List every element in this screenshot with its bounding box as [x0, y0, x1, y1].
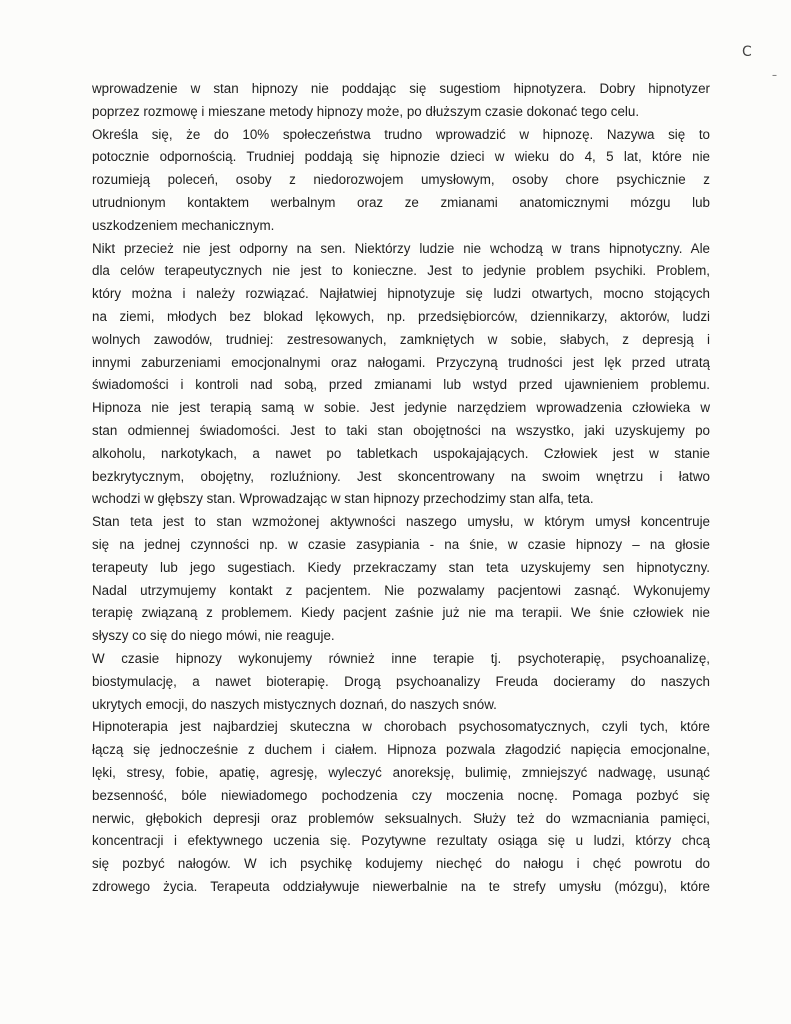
text-line: stan odmiennej świadomości. Jest to taki stan obojętności na wszystko, jaki uzyskujemy po — [92, 422, 710, 438]
text-line: łączą się jednocześnie z duchem i ciałem. Hipnoza pozwala złagodzić napięcia emocjonalne, — [92, 742, 710, 758]
text-line: W czasie hipnozy wykonujemy również inne terapie tj. psychoterapię, psychoanalizę, — [92, 650, 710, 666]
text-line: potocznie odpornością. Trudniej poddają się hipnozie dzieci w wieku do 4, 5 lat, które nie — [92, 149, 710, 165]
text-line: Określa się, że do 10% społeczeństwa trudno wprowadzić w hipnozę. Nazywa się to — [92, 126, 710, 142]
text-line: Hipnoza nie jest terapią samą w sobie. Jest jedynie narzędziem wprowadzenia człowieka w — [92, 400, 710, 416]
text-line: Stan teta jest to stan wzmożonej aktywności naszego umysłu, w którym umysł koncentruje — [92, 514, 710, 530]
corner-pen-mark-small: – — [772, 70, 777, 81]
text-line: wprowadzenie w stan hipnozy nie poddając się sugestiom hipnotyzera. Dobry hipnotyzer — [92, 81, 710, 96]
text-line: słyszy co się do niego mówi, nie reaguje. — [92, 628, 335, 644]
text-line: koncentracji i efektywnego uczenia się. Pozytywne rezultaty osiąga się u ludzi, którzy chcą — [92, 833, 710, 849]
text-line: Nadal utrzymujemy kontakt z pacjentem. Nie pozwalamy pacjentowi zasnąć. Wykonujemy — [92, 582, 710, 598]
text-line: terapię związaną z problemem. Kiedy pacjent zaśnie już nie ma terapii. We śnie człowiek nie — [92, 605, 710, 621]
text-line: świadomości i kontroli nad sobą, przed zmianami lub wstyd przed ujawnieniem problemu. — [92, 377, 710, 393]
text-line: się pozbyć nałogów. W ich psychikę kodujemy niechęć do nałogu i chęć powrotu do — [92, 856, 710, 872]
text-line: ukrytych emocji, do naszych mistycznych doznań, do naszych snów. — [92, 696, 497, 712]
text-line: uszkodzeniem mechanicznym. — [92, 217, 275, 233]
text-line: poprzez rozmowę i mieszane metody hipnozy może, po dłuższym czasie dokonać tego celu. — [92, 103, 640, 119]
text-line: dla celów terapeutycznych nie jest to konieczne. Jest to jedynie problem psychiki. Problem, — [92, 263, 710, 279]
document-body-text — [92, 78, 710, 899]
text-line: Nikt przecież nie jest odporny na sen. Niektórzy ludzie nie wchodzą w trans hipnotyczny. Ale — [92, 240, 710, 256]
text-line: Hipnoterapia jest najbardziej skuteczna w chorobach psychosomatycznych, czyli tych, które — [92, 719, 710, 735]
text-line: rozumieją poleceń, osoby z niedorozwojem umysłowym, osoby chore psychicznie z — [92, 172, 710, 188]
text-line: się na jednej czynności np. w czasie zasypiania - na śnie, w czasie hipnozy – na głosie — [92, 536, 710, 552]
text-line: utrudnionym kontaktem werbalnym oraz ze zmianami anatomicznymi mózgu lub — [92, 194, 710, 210]
text-line: zdrowego życia. Terapeuta oddziaływuje niewerbalnie na te strefy umysłu (mózgu), które — [92, 878, 710, 894]
text-line: nerwic, głębokich depresji oraz problemów seksualnych. Służy też do wzmacniania pamięci, — [92, 810, 710, 826]
text-line: innymi zaburzeniami emocjonalnymi oraz nałogami. Przyczyną trudności jest lęk przed utratą — [92, 354, 710, 370]
corner-pen-mark: С — [742, 44, 752, 60]
text-line: wolnych zawodów, trudniej: zestresowanych, zamkniętych w sobie, słabych, z depresją i — [92, 331, 710, 347]
text-line: na ziemi, młodych bez blokad lękowych, np. przedsiębiorców, dziennikarzy, aktorów, ludzi — [92, 308, 710, 324]
text-line: alkoholu, narkotykach, a nawet po tabletkach uspokajających. Człowiek jest w stanie — [92, 445, 710, 461]
text-line: bezsenność, bóle niewiadomego pochodzenia czy moczenia nocnę. Pomaga pozbyć się — [92, 787, 710, 803]
text-line: bezkrytycznym, obojętny, rozluźniony. Jest skoncentrowany na swoim wnętrzu i łatwo — [92, 468, 710, 484]
text-line: lęki, stresy, fobie, apatię, agresję, wyleczyć anoreksję, bulimię, zmniejszyć nadwagę, usunąć — [92, 764, 710, 780]
text-line: terapeuty lub jego sugestiach. Kiedy przekraczamy stan teta uzyskujemy sen hipnotyczny. — [92, 559, 710, 575]
text-line: wchodzi w głębszy stan. Wprowadzając w stan hipnozy przechodzimy stan alfa, teta. — [92, 491, 594, 507]
text-line: biostymulację, a nawet bioterapię. Drogą psychoanalizy Freuda docieramy do naszych — [92, 673, 710, 689]
text-line: który można i należy rozwiązać. Najłatwiej hipnotyzuje się ludzi otwartych, mocno stojących — [92, 286, 710, 302]
